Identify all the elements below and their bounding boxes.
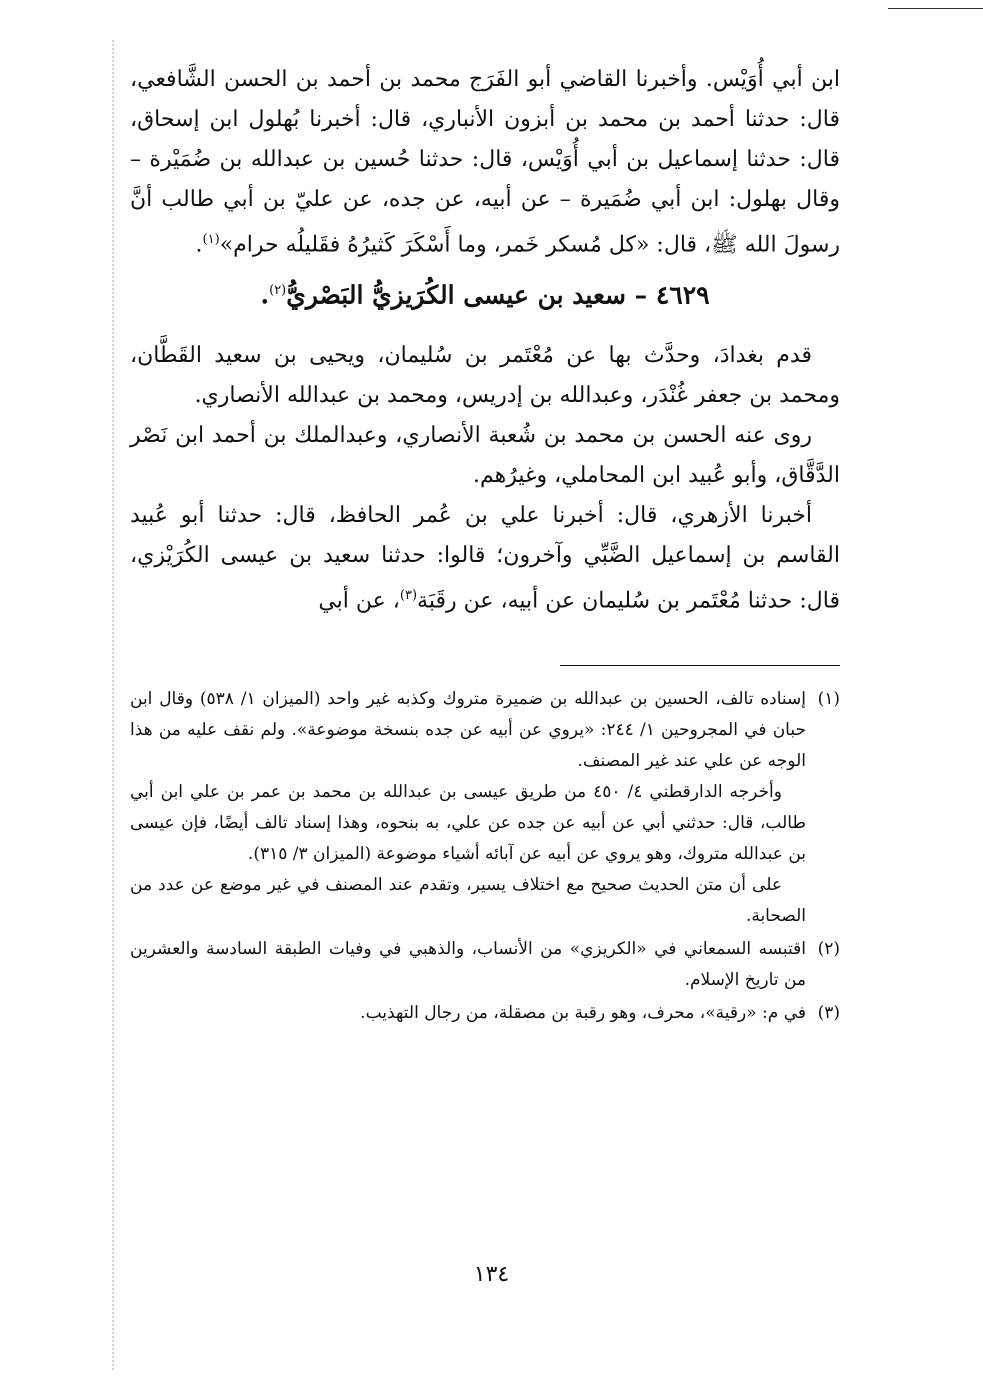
footnote-number: (١) [817, 688, 840, 709]
footnote-body [130, 684, 806, 932]
book-page [130, 60, 840, 1031]
footnote-paragraph: إسناده تالف، الحسين بن عبدالله بن ضميرة متروك وكذبه غير واحد (الميزان ١/ ٥٣٨) وقال ابن حبان في المجروحين ١/ ٢٤٤: «يروي عن أبيه عن جده بنسخة موضوعة». ولم نقف عليه من هذا الوجه عن علي عند غير المصنف. [130, 688, 806, 771]
paragraph-1-text: ابن أبي أُوَيْس. وأخبرنا القاضي أبو الفَرَج محمد بن أحمد بن الحسن الشَّافعي، قال: حدثنا أحمد بن محمد بن أبزون الأنباري، قال: أخبرنا بُهلول ابن إسحاق، قال: حدثنا إسماعيل بن أبي أُوَيْس، قال: حدثنا حُسين بن عبدالله بن ضُمَيْرة – وقال بهلول: ابن أبي ضُمَيرة – عن أبيه، عن جده، عن عليّ بن أبي طالب أنَّ رسولَ الله ﷺ، قال: «كل مُسكر خَمر، وما أَسْكَرَ كَثيرُهُ فقَليلُه حرام» [130, 67, 840, 258]
page-number: ١٣٤ [473, 1262, 510, 1287]
footnote-3 [130, 998, 840, 1029]
footnote-ref-1: (١) [202, 232, 220, 247]
paragraph-3: روى عنه الحسن بن محمد بن شُعبة الأنصاري، وعبدالملك بن أحمد ابن نَصْر الدَّقَّاق، وأبو عُبيد ابن المحاملي، وغيرُهم. [130, 422, 840, 488]
footnote-body [130, 934, 806, 996]
footnote-paragraph: في م: «رقية»، محرف، وهو رقبة بن مصقلة، من رجال التهذيب. [360, 1002, 806, 1023]
footnote-2 [130, 934, 840, 996]
top-corner-rule [888, 8, 983, 9]
entry-heading-text: ٤٦٢٩ – سعيد بن عيسى الكُرَيزيُّ البَصْريُّ [286, 280, 710, 310]
paragraph-2: قدم بغدادَ، وحدَّث بها عن مُعْتَمر بن سُليمان، ويحيى بن سعيد القَطَّان، ومحمد بن جعفر غُنْدَر، وعبدالله بن إدريس، ومحمد بن عبدالله الأنصاري. [130, 342, 840, 408]
paragraph-4 [130, 496, 840, 621]
footnote-body [130, 998, 806, 1029]
paragraph-1: ابن أبي أُوَيْس. وأخبرنا القاضي أبو الفَرَج محمد بن أحمد بن الحسن الشَّافعي، قال: حدثنا أحمد بن محمد بن أبزون الأنباري، قال: أخبرنا بُهلول ابن إسحاق، قال: حدثنا إسماعيل بن أبي أُوَيْس، قال: حدثنا حُسين بن عبدالله بن ضُمَيْرة – وقال بهلول: ابن أبي ضُمَيرة – عن أبيه، عن جده، عن عليّ بن أبي طالب أنَّ رسولَ الله ﷺ، قال: «كل مُسكر خَمر، وما أَسْكَرَ كَثيرُهُ فقَليلُه حرام»$^{(١)}$. [130, 67, 840, 258]
footnote-ref-3: (٣) [399, 587, 418, 603]
footnote-number: (٢) [817, 938, 840, 959]
footnote-ref-2: (٢) [269, 283, 287, 299]
footnotes [130, 684, 840, 1029]
footnote-paragraph: اقتبسه السمعاني في «الكريزي» من الأنساب، والذهبي في وفيات الطبقة السادسة والعشرين من تاريخ الإسلام. [130, 938, 806, 990]
entry-heading: ٤٦٢٩ – سعيد بن عيسى الكُرَيزيُّ البَصْريُّ$^{(٢)}$. [260, 280, 710, 310]
scan-margin-dots [112, 40, 114, 1370]
paragraph-4-text: أخبرنا الأزهري، قال: أخبرنا علي بن عُمر الحافظ، قال: حدثنا أبو عُبيد القاسم بن إسماعيل الضَّبِّي وآخرون؛ قالوا: حدثنا سعيد بن عيسى الكُرَيْزي، قال: حدثنا مُعْتَمر بن سُليمان عن أبيه، عن رقَبَة [130, 502, 840, 613]
footnote-paragraph: وأخرجه الدارقطني ٤/ ٤٥٠ من طريق عيسى بن عبدالله بن محمد بن عمر بن علي ابن أبي طالب، قال: حدثني أبي عن أبيه عن جده عن علي، به بنحوه، وهذا إسناد تالف أيضًا، فإن عيسى بن عبدالله متروك، وهو يروي عن أبيه عن آبائه أشياء موضوعة (الميزان ٣/ ٣١٥). [130, 781, 806, 864]
footnote-paragraph: على أن متن الحديث صحيح مع اختلاف يسير، وتقدم عند المصنف في غير موضع عن عدد من الصحابة. [130, 874, 806, 926]
main-text [130, 60, 840, 621]
footnote-1 [130, 684, 840, 932]
footnote-number: (٣) [817, 1002, 840, 1023]
paragraph-4-tail: ، عن أبي [318, 587, 400, 613]
footnote-separator [560, 665, 840, 666]
